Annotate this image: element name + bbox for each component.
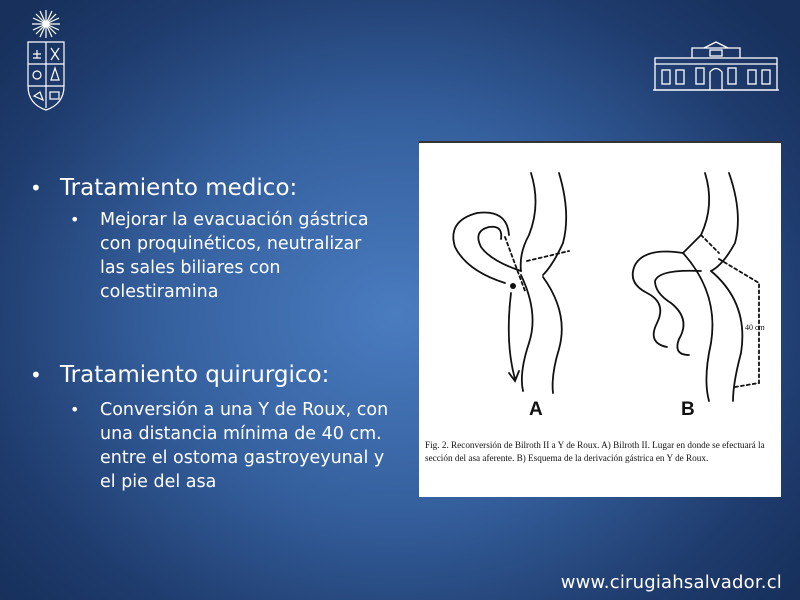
hospital-building-logo xyxy=(652,40,780,92)
bullet-dot-icon: • xyxy=(70,400,80,419)
figure-caption: Fig. 2. Reconversión de Bilroth II a Y de Roux. A) Bilroth II. Lugar en donde se efectuará la sección del asa aferente. B) Esquema de la derivación gástrica en Y de Roux. xyxy=(425,440,765,463)
footer-url: www.cirugiahsalvador.cl xyxy=(560,572,782,593)
sub-bullet-text: Conversión a una Y de Roux, con una distancia mínima de 40 cm. entre el ostoma gastroyeyunal y el pie del asa xyxy=(100,400,389,492)
university-crest-logo xyxy=(22,8,78,112)
label-a: A xyxy=(529,399,543,420)
measure-label: 40 cm xyxy=(745,323,765,332)
bullet-dot-icon: • xyxy=(70,210,80,229)
bullet-title: Tratamiento medico: xyxy=(60,175,298,201)
bilroth-roux-diagram xyxy=(419,143,781,439)
bullet-title: Tratamiento quirurgico: xyxy=(60,362,330,388)
bullet-dot-icon: • xyxy=(30,363,42,387)
sub-bullet-text: Mejorar la evacuación gástrica con proquinéticos, neutralizar las sales biliares con colestiramina xyxy=(100,210,369,302)
bullet-dot-icon: • xyxy=(30,176,42,200)
label-b: B xyxy=(681,399,695,420)
surgical-diagram-figure xyxy=(419,141,781,497)
